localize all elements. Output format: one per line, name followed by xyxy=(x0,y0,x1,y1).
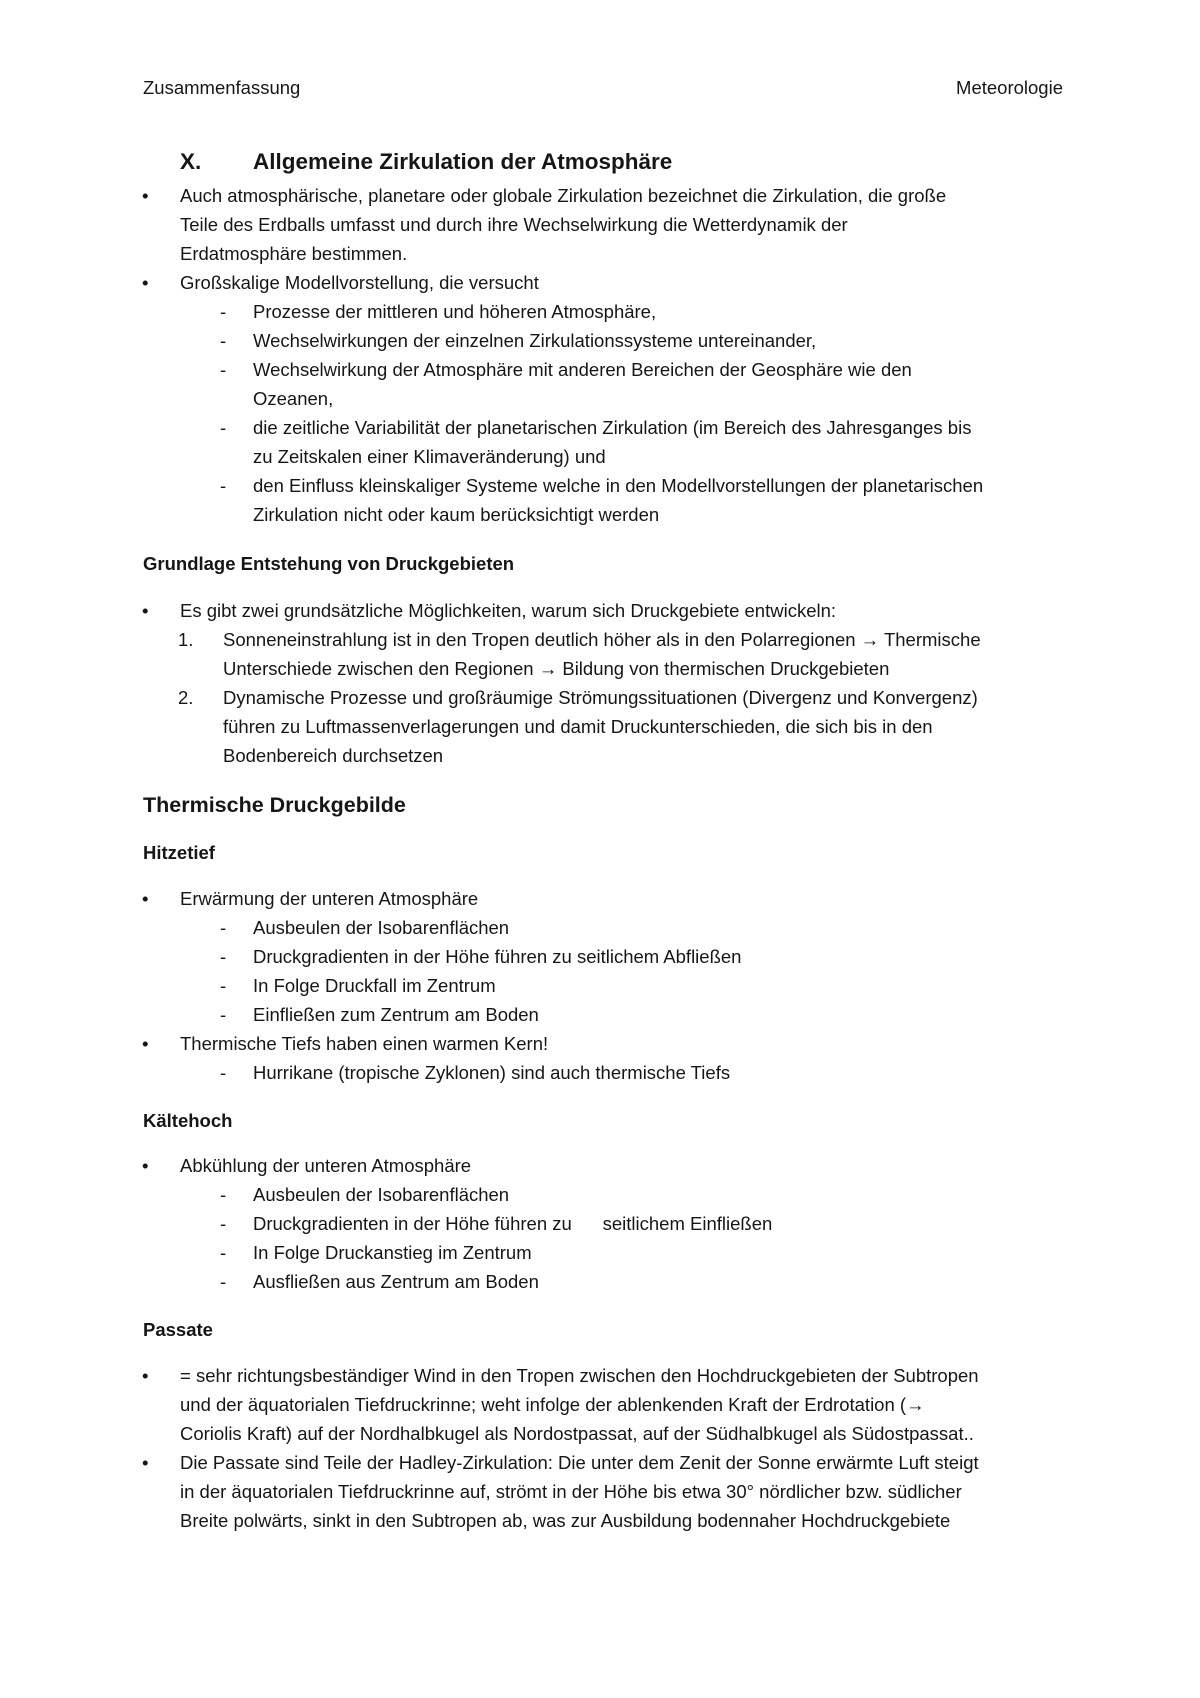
sub-list-item-text: die zeitliche Variabilität der planetarischen Zirkulation (im Bereich des Jahresganges bis zu Zeitskalen einer Klimaveränderung) und xyxy=(253,417,972,467)
bullet-marker: • xyxy=(142,1452,149,1473)
sub-list-item xyxy=(0,1000,1200,1029)
list-item xyxy=(0,1448,1200,1535)
sub-list-item xyxy=(0,471,1200,529)
sub-list-item xyxy=(0,297,1200,326)
list-item-text: Erwärmung der unteren Atmosphäre xyxy=(180,888,479,909)
section-heading: Grundlage Entstehung von Druckgebieten xyxy=(143,553,515,574)
dash-marker: - xyxy=(220,946,227,967)
numbered-item xyxy=(0,625,1200,683)
dash-marker: - xyxy=(220,1062,227,1083)
dash-marker: - xyxy=(220,1213,227,1234)
sub-list-item-text: Ausbeulen der Isobarenflächen xyxy=(253,917,510,938)
sub-list-item-text: In Folge Druckfall im Zentrum xyxy=(253,975,496,996)
chapter-title xyxy=(0,147,1200,177)
dash-marker: - xyxy=(220,330,227,351)
subsection-heading: Passate xyxy=(143,1319,213,1340)
hitzetief-list xyxy=(0,884,1200,1087)
list-item xyxy=(0,1361,1200,1448)
dash-marker: - xyxy=(220,417,227,438)
bullet-marker: • xyxy=(142,272,149,293)
sub-list-item-text: den Einfluss kleinskaliger Systeme welche in den Modellvorstellungen der planetarischen Zirkulation nicht oder kaum berücksichtigt werden xyxy=(253,475,984,525)
dash-marker: - xyxy=(220,1004,227,1025)
sub-list-item xyxy=(0,326,1200,355)
sub-list-item-text: Ausbeulen der Isobarenflächen xyxy=(253,1184,510,1205)
list-item xyxy=(0,596,1200,625)
sub-list-item xyxy=(0,1058,1200,1087)
sub-list-item-text: Hurrikane (tropische Zyklonen) sind auch thermische Tiefs xyxy=(253,1062,731,1083)
list-item xyxy=(0,1151,1200,1180)
list-item-text: Die Passate sind Teile der Hadley-Zirkulation: Die unter dem Zenit der Sonne erwärmte Luft steigt in der äquatorialen Tiefdruckrinne auf, strömt in der Höhe bis etwa 30° nördlicher bzw. südlicher Breite polwärts, sinkt in den Subtropen ab, was zur Ausbildung bodennaher Hochdruckgebiete xyxy=(180,1452,979,1531)
header-left-title: Zusammenfassung xyxy=(143,77,301,98)
sub-list-item-text: Ausfließen aus Zentrum am Boden xyxy=(253,1271,539,1292)
subsection-heading: Kältehoch xyxy=(143,1110,233,1131)
subsection-heading: Hitzetief xyxy=(143,842,215,863)
number-marker: 1. xyxy=(178,629,194,650)
chapter-title-text: Allgemeine Zirkulation der Atmosphäre xyxy=(253,149,673,174)
dash-marker: - xyxy=(220,1242,227,1263)
dash-marker: - xyxy=(220,917,227,938)
numbered-item-text: Sonneneinstrahlung ist in den Tropen deutlich höher als in den Polarregionen → Thermische Unterschiede zwischen den Regionen → Bildung von thermischen Druckgebieten xyxy=(223,629,981,679)
sub-list-item-text: Druckgradienten in der Höhe führen zu seitlichem Abfließen xyxy=(253,946,742,967)
list-item-text: Thermische Tiefs haben einen warmen Kern! xyxy=(180,1033,549,1054)
bullet-marker: • xyxy=(142,1365,149,1386)
list-item xyxy=(0,1029,1200,1058)
bullet-marker: • xyxy=(142,1033,149,1054)
sub-list-item xyxy=(0,1180,1200,1209)
number-marker: 2. xyxy=(178,687,194,708)
list-item-text: = sehr richtungsbeständiger Wind in den Tropen zwischen den Hochdruckgebieten der Subtropen und der äquatorialen Tiefdruckrinne; weht infolge der ablenkenden Kraft der Erdrotation (→ Coriolis Kraft) auf der Nordhalbkugel als Nordostpassat, auf der Südhalbkugel als Südostpassat.. xyxy=(180,1365,979,1444)
dash-marker: - xyxy=(220,1184,227,1205)
sub-list-item xyxy=(0,413,1200,471)
sub-list-item-text: Prozesse der mittleren und höheren Atmosphäre, xyxy=(253,301,657,322)
sub-list-item xyxy=(0,913,1200,942)
list-item-text: Es gibt zwei grundsätzliche Möglichkeiten, warum sich Druckgebiete entwickeln: xyxy=(180,600,837,621)
list-item xyxy=(0,268,1200,297)
sub-list-item xyxy=(0,942,1200,971)
bullet-marker: • xyxy=(142,888,149,909)
list-item-text: Auch atmosphärische, planetare oder globale Zirkulation bezeichnet die Zirkulation, die große Teile des Erdballs umfasst und durch ihre Wechselwirkung die Wetterdynamik der Erdatmosphäre bestimmen. xyxy=(180,185,947,264)
chapter-number: X. xyxy=(180,149,202,174)
numbered-item-text: Dynamische Prozesse und großräumige Strömungssituationen (Divergenz und Konvergenz) führen zu Luftmassenverlagerungen und damit Druckunterschieden, die sich bis in den Bodenbereich durchsetzen xyxy=(223,687,978,766)
sub-list-item-text: Wechselwirkungen der einzelnen Zirkulationssysteme untereinander, xyxy=(253,330,817,351)
sub-list-item-text: Einfließen zum Zentrum am Boden xyxy=(253,1004,539,1025)
bullet-marker: • xyxy=(142,600,149,621)
dash-marker: - xyxy=(220,359,227,380)
numbered-item xyxy=(0,683,1200,770)
passate-list xyxy=(0,1361,1200,1535)
druckgebiete-list xyxy=(0,596,1200,770)
header-right-title: Meteorologie xyxy=(956,77,1063,98)
bullet-marker: • xyxy=(142,185,149,206)
sub-list-item xyxy=(0,1267,1200,1296)
dash-marker: - xyxy=(220,975,227,996)
list-item xyxy=(0,884,1200,913)
sub-list-item-text: In Folge Druckanstieg im Zentrum xyxy=(253,1242,532,1263)
sub-list-item xyxy=(0,1209,1200,1238)
kaeltehoch-list xyxy=(0,1151,1200,1296)
sub-list-item-text: Druckgradienten in der Höhe führen zu seitlichem Einfließen xyxy=(253,1213,773,1234)
list-item-text: Abkühlung der unteren Atmosphäre xyxy=(180,1155,472,1176)
sub-list-item-text: Wechselwirkung der Atmosphäre mit anderen Bereichen der Geosphäre wie den Ozeanen, xyxy=(253,359,912,409)
dash-marker: - xyxy=(220,475,227,496)
dash-marker: - xyxy=(220,301,227,322)
sub-list-item xyxy=(0,971,1200,1000)
bullet-marker: • xyxy=(142,1155,149,1176)
list-item xyxy=(0,181,1200,268)
sub-list-item xyxy=(0,355,1200,413)
section-heading: Thermische Druckgebilde xyxy=(143,793,406,817)
list-item-text: Großskalige Modellvorstellung, die versucht xyxy=(180,272,539,293)
sub-list-item xyxy=(0,1238,1200,1267)
dash-marker: - xyxy=(220,1271,227,1292)
intro-list xyxy=(0,181,1200,529)
